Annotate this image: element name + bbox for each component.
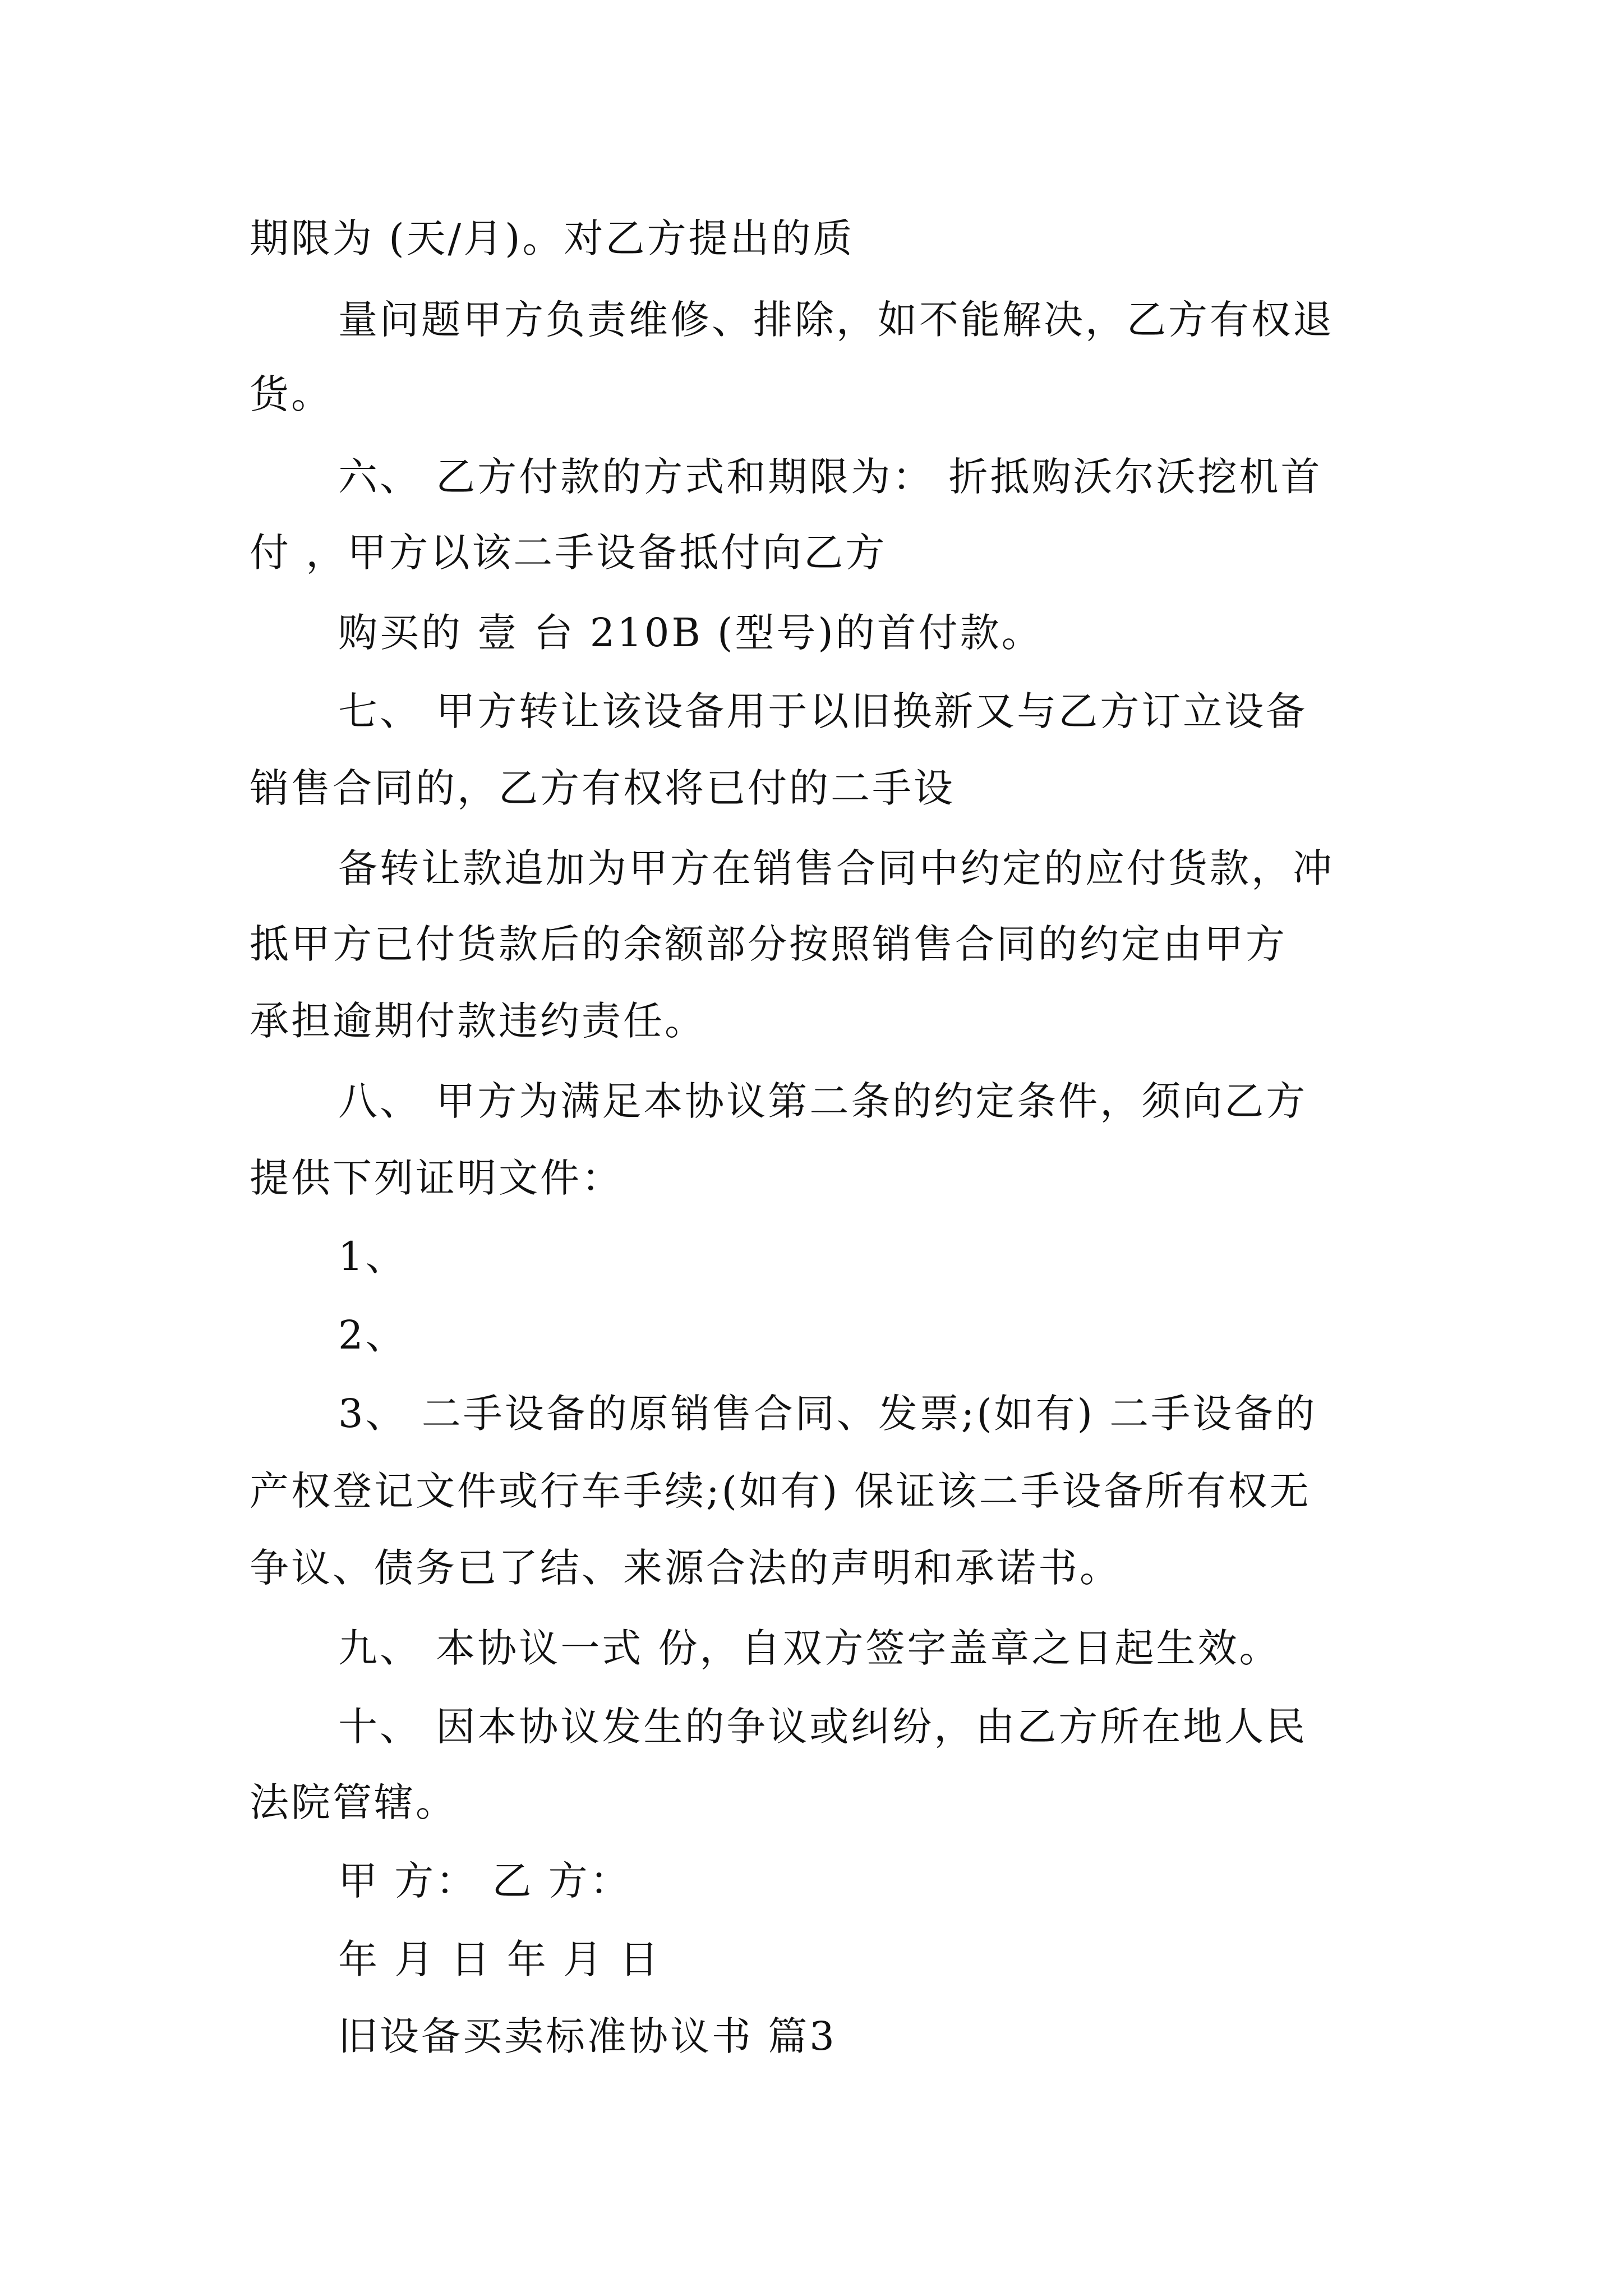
text-line: 提供下列证明文件： (250, 1155, 623, 1201)
text-line: 购买的 壹 台 210B (型号)的首付款。 (338, 610, 1043, 656)
text-line: 八、 甲方为满足本协议第二条的约定条件，须向乙方 (338, 1078, 1308, 1124)
text-line: 付 ，甲方以该二手设备抵付向乙方 (250, 530, 887, 576)
text-line: 备转让款追加为甲方在销售合同中约定的应付货款，冲 (338, 845, 1334, 891)
text-line: 产权登记文件或行车手续;(如有) 保证该二手设备所有权无 (250, 1468, 1311, 1514)
text-line: 2、 (338, 1312, 407, 1358)
text-line: 3、 二手设备的原销售合同、发票;(如有) 二手设备的 (338, 1391, 1317, 1437)
text-line: 七、 甲方转让该设备用于以旧换新又与乙方订立设备 (338, 688, 1308, 734)
text-line: 九、 本协议一式 份，自双方签字盖章之日起生效。 (338, 1625, 1281, 1671)
text-line: 货。 (250, 371, 333, 417)
text-line: 争议、债务已了结、来源合法的声明和承诺书。 (250, 1545, 1121, 1591)
text-line: 量问题甲方负责维修、排除，如不能解决，乙方有权退 (338, 297, 1334, 343)
signature-dates: 年 月 日 年 月 日 (338, 1936, 661, 1982)
signature-parties: 甲 方： 乙 方： (338, 1858, 631, 1904)
text-line: 销售合同的，乙方有权将已付的二手设 (250, 765, 955, 811)
text-line: 十、 因本协议发生的争议或纠纷，由乙方所在地人民 (338, 1704, 1308, 1750)
text-line: 抵甲方已付货款后的余额部分按照销售合同的约定由甲方 (250, 921, 1287, 967)
section-heading: 旧设备买卖标准协议书 篇3 (338, 2013, 837, 2059)
text-line: 期限为 (天/月)。对乙方提出的质 (250, 215, 855, 261)
text-line: 1、 (338, 1234, 407, 1280)
text-line: 六、 乙方付款的方式和期限为： 折抵购沃尔沃挖机首 (338, 454, 1322, 500)
text-line: 承担逾期付款违约责任。 (250, 998, 706, 1044)
text-line: 法院管辖。 (250, 1779, 457, 1825)
